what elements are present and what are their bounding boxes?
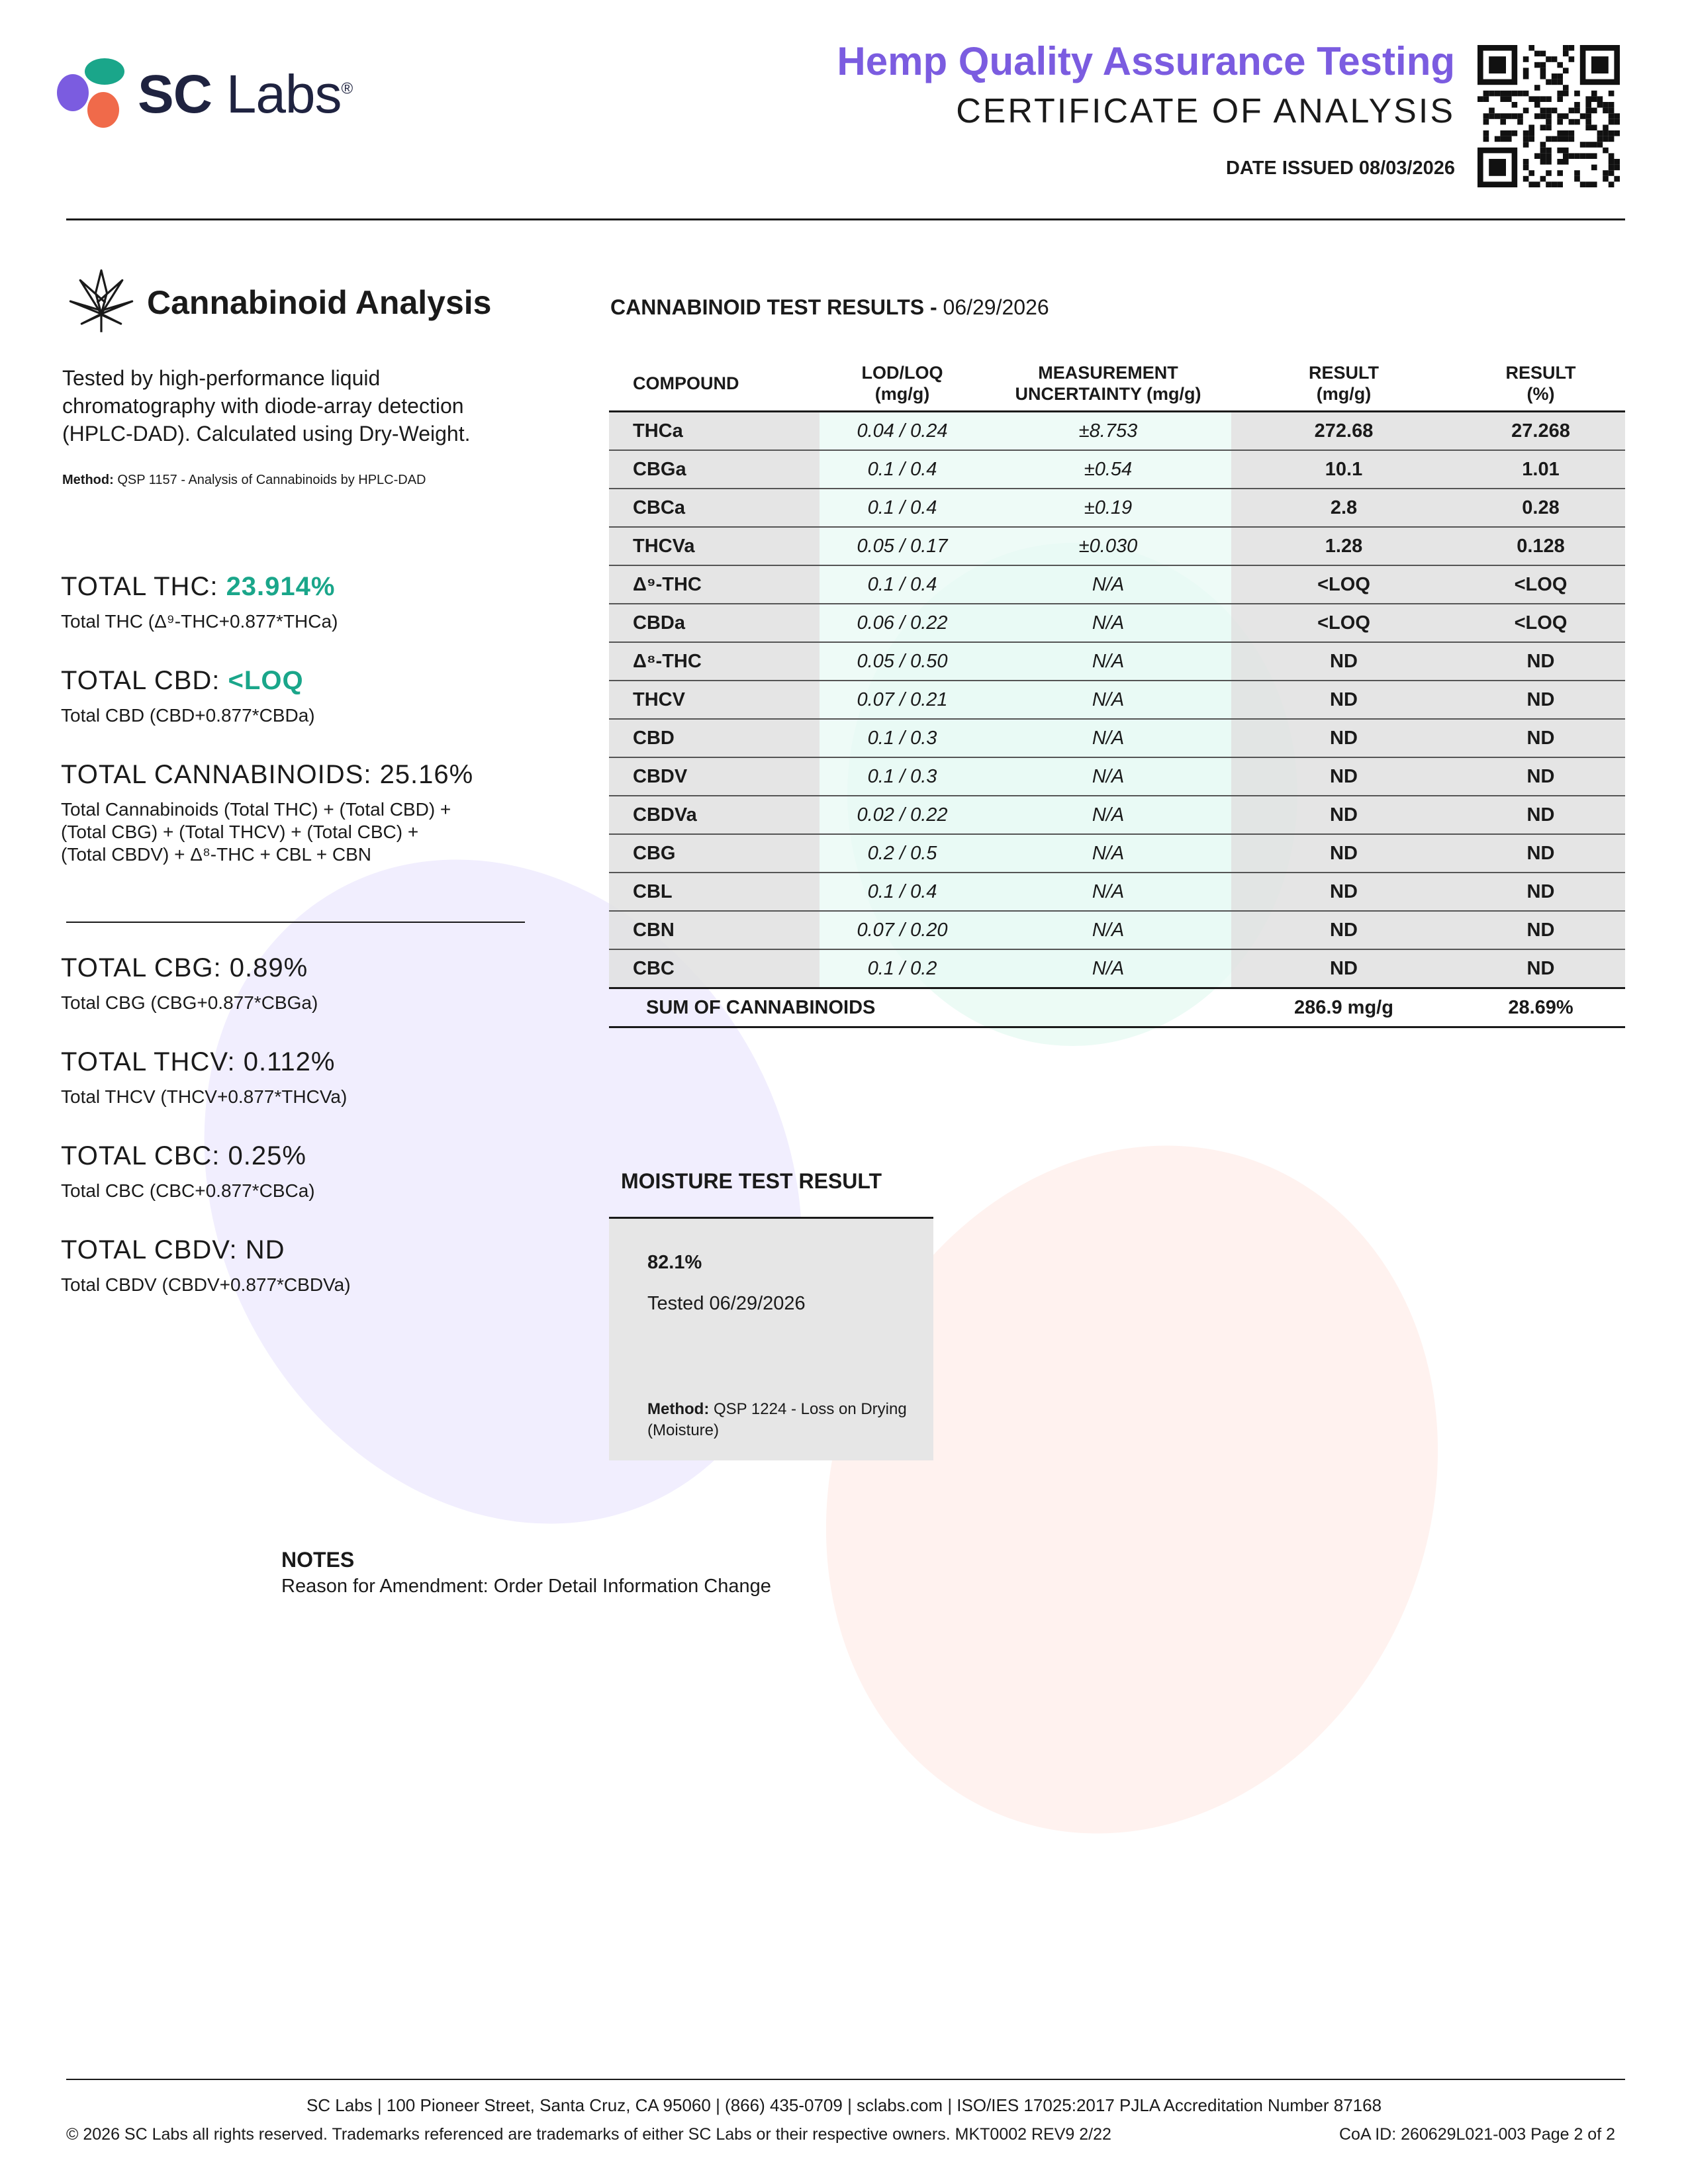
result-pct-cell: <LOQ	[1456, 604, 1625, 642]
footer-copyright: © 2026 SC Labs all rights reserved. Trademarks referenced are trademarks of either SC Labs or their respective owners. MKT0002 REV9 2/22	[66, 2125, 1111, 2144]
total-cbg: TOTAL CBG: 0.89%	[61, 953, 308, 982]
compound-cell: THCVa	[609, 527, 820, 565]
lod-loq-cell: 0.2 / 0.5	[820, 834, 985, 873]
compound-cell: CBL	[609, 873, 820, 911]
results-title: CANNABINOID TEST RESULTS - 06/29/2026	[610, 295, 1049, 319]
result-pct-cell: <LOQ	[1456, 565, 1625, 604]
table-row	[609, 873, 1625, 911]
uncertainty-cell: N/A	[985, 949, 1231, 988]
totals-divider	[66, 922, 525, 923]
table-row	[609, 719, 1625, 757]
uncertainty-cell: N/A	[985, 642, 1231, 681]
table-row	[609, 642, 1625, 681]
lod-loq-cell: 0.07 / 0.21	[820, 681, 985, 719]
result-pct-cell: 1.01	[1456, 450, 1625, 489]
total-cbd-formula: Total CBD (CBD+0.877*CBDa)	[61, 705, 315, 726]
uncertainty-cell: N/A	[985, 565, 1231, 604]
header-compound: COMPOUND	[633, 373, 739, 393]
total-thcv: TOTAL THCV: 0.112%	[61, 1047, 336, 1076]
uncertainty-cell: N/A	[985, 834, 1231, 873]
moisture-tested-date: Tested 06/29/2026	[647, 1293, 806, 1314]
lod-loq-cell: 0.04 / 0.24	[820, 412, 985, 451]
total-cbc-formula: Total CBC (CBC+0.877*CBCa)	[61, 1180, 315, 1201]
result-pct-cell: ND	[1456, 834, 1625, 873]
uncertainty-cell: N/A	[985, 873, 1231, 911]
total-thcv-formula: Total THCV (THCV+0.877*THCVa)	[61, 1086, 348, 1107]
results-table	[609, 356, 1625, 1028]
footer-address: SC Labs | 100 Pioneer Street, Santa Cruz, CA 95060 | (866) 435-0709 | sclabs.com | ISO/IES 17025:2017 PJLA Accreditation Number 87168	[306, 2095, 1382, 2115]
uncertainty-cell: ±0.030	[985, 527, 1231, 565]
compound-cell: CBG	[609, 834, 820, 873]
moisture-title: MOISTURE TEST RESULT	[621, 1169, 882, 1193]
logo	[53, 54, 371, 134]
lod-loq-cell: 0.06 / 0.22	[820, 604, 985, 642]
uncertainty-cell: N/A	[985, 604, 1231, 642]
analysis-method: Method: QSP 1157 - Analysis of Cannabinoids by HPLC-DAD	[62, 473, 426, 487]
table-row	[609, 489, 1625, 527]
report-subtitle: CERTIFICATE OF ANALYSIS	[956, 92, 1455, 130]
lod-loq-cell: 0.1 / 0.4	[820, 450, 985, 489]
header-uncertainty: MEASUREMENT UNCERTAINTY (mg/g)	[1015, 363, 1201, 404]
sum-mg: 286.9 mg/g	[1231, 988, 1456, 1027]
result-mg-cell: <LOQ	[1231, 604, 1456, 642]
table-row	[609, 681, 1625, 719]
total-cbg-formula: Total CBG (CBG+0.877*CBGa)	[61, 992, 318, 1013]
uncertainty-cell: ±0.19	[985, 489, 1231, 527]
total-cbdv-formula: Total CBDV (CBDV+0.877*CBDVa)	[61, 1274, 351, 1295]
footer-coa-id: CoA ID: 260629L021-003 Page 2 of 2	[1339, 2125, 1615, 2144]
sum-row	[609, 988, 1625, 1027]
result-pct-cell: 0.28	[1456, 489, 1625, 527]
compound-cell: CBN	[609, 911, 820, 949]
lod-loq-cell: 0.05 / 0.17	[820, 527, 985, 565]
header-result-pct: RESULT (%)	[1505, 363, 1576, 404]
sum-label: SUM OF CANNABINOIDS	[609, 988, 1231, 1027]
total-cannabinoids: TOTAL CANNABINOIDS: 25.16%	[61, 760, 474, 789]
lod-loq-cell: 0.1 / 0.2	[820, 949, 985, 988]
result-pct-cell: 0.128	[1456, 527, 1625, 565]
sum-pct: 28.69%	[1456, 988, 1625, 1027]
result-mg-cell: ND	[1231, 873, 1456, 911]
result-mg-cell: ND	[1231, 757, 1456, 796]
compound-cell: CBCa	[609, 489, 820, 527]
result-mg-cell: <LOQ	[1231, 565, 1456, 604]
result-mg-cell: 10.1	[1231, 450, 1456, 489]
table-row	[609, 412, 1625, 451]
total-cbdv: TOTAL CBDV: ND	[61, 1235, 285, 1264]
result-mg-cell: ND	[1231, 911, 1456, 949]
uncertainty-cell: N/A	[985, 911, 1231, 949]
compound-cell: Δ⁹-THC	[609, 565, 820, 604]
compound-cell: CBDV	[609, 757, 820, 796]
lod-loq-cell: 0.1 / 0.4	[820, 489, 985, 527]
table-row	[609, 949, 1625, 988]
section-title: Cannabinoid Analysis	[147, 284, 492, 321]
table-row	[609, 796, 1625, 834]
compound-cell: CBC	[609, 949, 820, 988]
result-mg-cell: ND	[1231, 681, 1456, 719]
lod-loq-cell: 0.1 / 0.4	[820, 565, 985, 604]
results-header-row	[609, 356, 1625, 412]
analysis-description: Tested by high-performance liquid chromatography with diode-array detection (HPLC-DAD). Calculated using Dry-Weight.	[62, 366, 471, 446]
table-row	[609, 834, 1625, 873]
compound-cell: THCa	[609, 412, 820, 451]
table-row	[609, 757, 1625, 796]
logo-text: SC Labs®	[138, 64, 353, 124]
result-mg-cell: ND	[1231, 642, 1456, 681]
result-pct-cell: ND	[1456, 719, 1625, 757]
result-pct-cell: ND	[1456, 873, 1625, 911]
lod-loq-cell: 0.07 / 0.20	[820, 911, 985, 949]
moisture-method: Method: QSP 1224 - Loss on Drying (Moisture)	[647, 1400, 907, 1439]
result-mg-cell: 272.68	[1231, 412, 1456, 451]
total-cannabinoids-formula: Total Cannabinoids (Total THC) + (Total CBD) + (Total CBG) + (Total THCV) + (Total CBC) + (Total CBDV) + Δ⁸-THC + CBL + CBN	[61, 799, 451, 865]
result-pct-cell: ND	[1456, 911, 1625, 949]
lod-loq-cell: 0.1 / 0.4	[820, 873, 985, 911]
uncertainty-cell: N/A	[985, 719, 1231, 757]
result-pct-cell: ND	[1456, 642, 1625, 681]
header-result-mg: RESULT (mg/g)	[1309, 363, 1379, 404]
total-thc: TOTAL THC: 23.914%	[61, 572, 336, 601]
report-title: Hemp Quality Assurance Testing	[837, 39, 1455, 83]
compound-cell: CBDVa	[609, 796, 820, 834]
notes-title: NOTES	[281, 1548, 355, 1572]
lod-loq-cell: 0.1 / 0.3	[820, 757, 985, 796]
compound-cell: CBD	[609, 719, 820, 757]
header-lod-loq: LOD/LOQ (mg/g)	[861, 363, 943, 404]
result-mg-cell: 1.28	[1231, 527, 1456, 565]
moisture-value: 82.1%	[647, 1252, 702, 1273]
header-divider	[66, 218, 1625, 220]
result-mg-cell: ND	[1231, 834, 1456, 873]
footer-divider	[66, 2079, 1625, 2080]
qr-code-icon	[1477, 45, 1620, 187]
uncertainty-cell: ±8.753	[985, 412, 1231, 451]
result-mg-cell: ND	[1231, 796, 1456, 834]
date-issued: DATE ISSUED 08/03/2026	[1225, 158, 1455, 179]
compound-cell: CBDa	[609, 604, 820, 642]
notes-text: Reason for Amendment: Order Detail Information Change	[281, 1576, 771, 1597]
table-row	[609, 450, 1625, 489]
uncertainty-cell: N/A	[985, 681, 1231, 719]
result-mg-cell: ND	[1231, 949, 1456, 988]
table-row	[609, 911, 1625, 949]
table-row	[609, 565, 1625, 604]
lod-loq-cell: 0.05 / 0.50	[820, 642, 985, 681]
uncertainty-cell: N/A	[985, 796, 1231, 834]
result-mg-cell: ND	[1231, 719, 1456, 757]
moisture-box	[609, 1217, 933, 1460]
lod-loq-cell: 0.1 / 0.3	[820, 719, 985, 757]
cannabis-leaf-icon	[66, 265, 136, 338]
result-mg-cell: 2.8	[1231, 489, 1456, 527]
result-pct-cell: ND	[1456, 796, 1625, 834]
qr-code[interactable]	[1477, 45, 1620, 187]
table-row	[609, 604, 1625, 642]
total-thc-formula: Total THC (Δ⁹-THC+0.877*THCa)	[61, 611, 338, 632]
compound-cell: Δ⁸-THC	[609, 642, 820, 681]
result-pct-cell: ND	[1456, 681, 1625, 719]
compound-cell: CBGa	[609, 450, 820, 489]
result-pct-cell: 27.268	[1456, 412, 1625, 451]
lod-loq-cell: 0.02 / 0.22	[820, 796, 985, 834]
compound-cell: THCV	[609, 681, 820, 719]
result-pct-cell: ND	[1456, 949, 1625, 988]
table-row	[609, 527, 1625, 565]
uncertainty-cell: N/A	[985, 757, 1231, 796]
total-cbc: TOTAL CBC: 0.25%	[61, 1141, 306, 1170]
total-cbd: TOTAL CBD: <LOQ	[61, 666, 304, 695]
result-pct-cell: ND	[1456, 757, 1625, 796]
uncertainty-cell: ±0.54	[985, 450, 1231, 489]
